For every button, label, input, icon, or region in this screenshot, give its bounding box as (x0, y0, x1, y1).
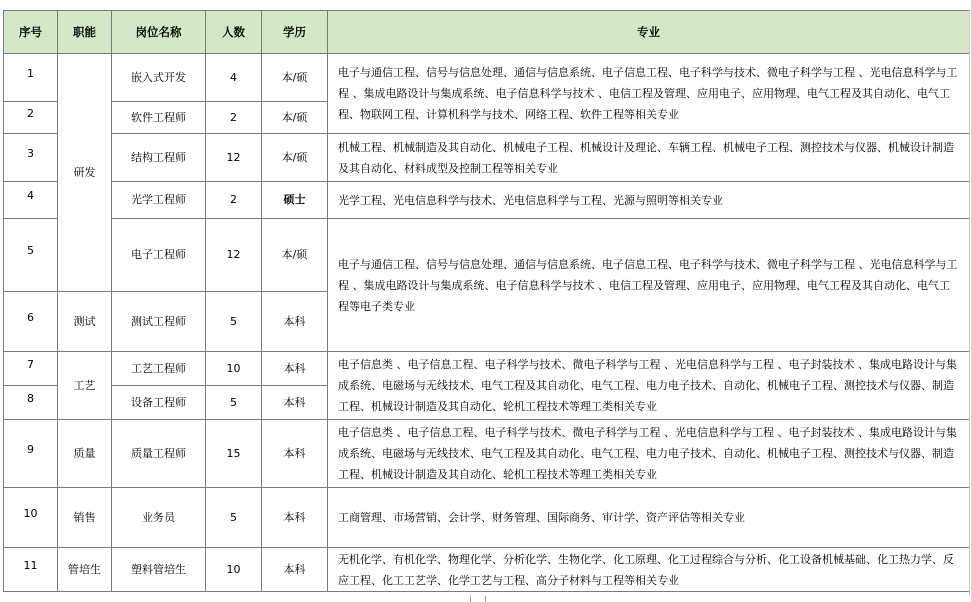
cell-position: 业务员 (112, 488, 206, 548)
cell-major: 机械工程、机械制造及其自动化、机械电子工程、机械设计及理论、车辆工程、机械电子工程、测控技术与仪器、机械设计制造及其自动化、材料成型及控制工程等相关专业 (328, 134, 970, 182)
cell-position: 电子工程师 (112, 219, 206, 292)
cell-position: 嵌入式开发 (112, 54, 206, 102)
table-row (4, 488, 970, 548)
header-position: 岗位名称 (112, 11, 206, 54)
cell-position: 结构工程师 (112, 134, 206, 182)
cell-function-process: 工艺 (58, 352, 112, 420)
cell-count: 15 (206, 420, 262, 488)
cell-major: 电子信息类 、电子信息工程、电子科学与技术、微电子科学与工程 、光电信息科学与工程 、电子封装技术 、集成电路设计与集成系统、电磁场与无线技术、电气工程及其自动化、电气工程、电力电子技术、自动化、机械电子工程、测控技术与仪器、制造工程、机械设计制造及其自动化、轮机工程技术等理工类相关专业 (328, 420, 970, 488)
cell-position: 质量工程师 (112, 420, 206, 488)
table-row (4, 352, 970, 386)
cell-seq: 8 (4, 386, 58, 420)
cell-seq: 2 (4, 102, 58, 134)
header-function: 职能 (58, 11, 112, 54)
recruitment-table (3, 10, 969, 594)
header-row (4, 11, 970, 54)
cell-seq: 3 (4, 134, 58, 182)
cell-education: 本科 (262, 352, 328, 386)
cell-seq: 5 (4, 219, 58, 292)
cell-education: 本科 (262, 292, 328, 352)
table-row (4, 54, 970, 102)
cell-function-rd: 研发 (58, 54, 112, 292)
cell-major: 工商管理、市场营销、会计学、财务管理、国际商务、审计学、资产评估等相关专业 (328, 488, 970, 548)
table-row (4, 219, 970, 292)
cell-position: 光学工程师 (112, 182, 206, 219)
sheet-edge-divider (969, 10, 970, 596)
cell-major: 电子信息类 、电子信息工程、电子科学与技术、微电子科学与工程 、光电信息科学与工程 、电子封装技术 、集成电路设计与集成系统、电磁场与无线技术、电气工程及其自动化、电气工程、电力电子技术、自动化、机械电子工程、测控技术与仪器、制造工程、机械设计制造及其自动化、轮机工程技术等理工类相关专业 (328, 352, 970, 420)
table-row (4, 548, 970, 592)
cell-position: 软件工程师 (112, 102, 206, 134)
positions-table (3, 10, 970, 592)
cell-major: 电子与通信工程、信号与信息处理、通信与信息系统、电子信息工程、电子科学与技术、微电子科学与工程 、光电信息科学与工程 、集成电路设计与集成系统、电子信息科学与技术 、电信工程及管理、应用电子、应用物理、电气工程及其自动化、电气工程等电子类专业 (328, 219, 970, 352)
cell-seq: 11 (4, 548, 58, 592)
cell-education: 本科 (262, 420, 328, 488)
cell-function-test: 测试 (58, 292, 112, 352)
cell-function-quality: 质量 (58, 420, 112, 488)
cell-education: 本科 (262, 548, 328, 592)
cell-position: 工艺工程师 (112, 352, 206, 386)
cell-education: 硕士 (262, 182, 328, 219)
cell-education: 本/硕 (262, 134, 328, 182)
cell-count: 12 (206, 219, 262, 292)
cell-education: 本/硕 (262, 219, 328, 292)
cell-count: 2 (206, 102, 262, 134)
header-seq: 序号 (4, 11, 58, 54)
cell-count: 12 (206, 134, 262, 182)
cell-seq: 10 (4, 488, 58, 548)
table-row (4, 182, 970, 219)
cell-count: 5 (206, 386, 262, 420)
cell-education: 本/硕 (262, 102, 328, 134)
cell-seq: 6 (4, 292, 58, 352)
table-row (4, 134, 970, 182)
cell-major: 电子与通信工程、信号与信息处理、通信与信息系统、电子信息工程、电子科学与技术、微电子科学与工程 、光电信息科学与工程 、集成电路设计与集成系统、电子信息科学与技术 、电信工程及管理、应用电子、应用物理、电气工程及其自动化、电气工程、物联网工程、计算机科学与技术、网络工程、软件工程等相关专业 (328, 54, 970, 134)
header-education: 学历 (262, 11, 328, 54)
cell-education: 本/硕 (262, 54, 328, 102)
cell-count: 5 (206, 292, 262, 352)
grid-line-fragment (470, 596, 471, 602)
cell-seq: 1 (4, 54, 58, 102)
cell-seq: 7 (4, 352, 58, 386)
cell-education: 本科 (262, 386, 328, 420)
cell-position: 测试工程师 (112, 292, 206, 352)
cell-count: 4 (206, 54, 262, 102)
grid-line-fragment (485, 596, 486, 602)
cell-count: 5 (206, 488, 262, 548)
cell-education: 本科 (262, 488, 328, 548)
cell-seq: 4 (4, 182, 58, 219)
header-major: 专业 (328, 11, 970, 54)
cell-count: 2 (206, 182, 262, 219)
cell-major: 无机化学、有机化学、物理化学、分析化学、生物化学、化工原理、化工过程综合与分析、化工设备机械基础、化工热力学、反应工程、化工工艺学、化学工艺与工程、高分子材料与工程等相关专业 (328, 548, 970, 592)
cell-major: 光学工程、光电信息科学与技术、光电信息科学与工程、光源与照明等相关专业 (328, 182, 970, 219)
cell-count: 10 (206, 352, 262, 386)
cell-function-sales: 销售 (58, 488, 112, 548)
header-count: 人数 (206, 11, 262, 54)
cell-position: 设备工程师 (112, 386, 206, 420)
cell-function-trainee: 管培生 (58, 548, 112, 592)
cell-seq: 9 (4, 420, 58, 488)
cell-position: 塑料管培生 (112, 548, 206, 592)
cell-count: 10 (206, 548, 262, 592)
table-row (4, 420, 970, 488)
